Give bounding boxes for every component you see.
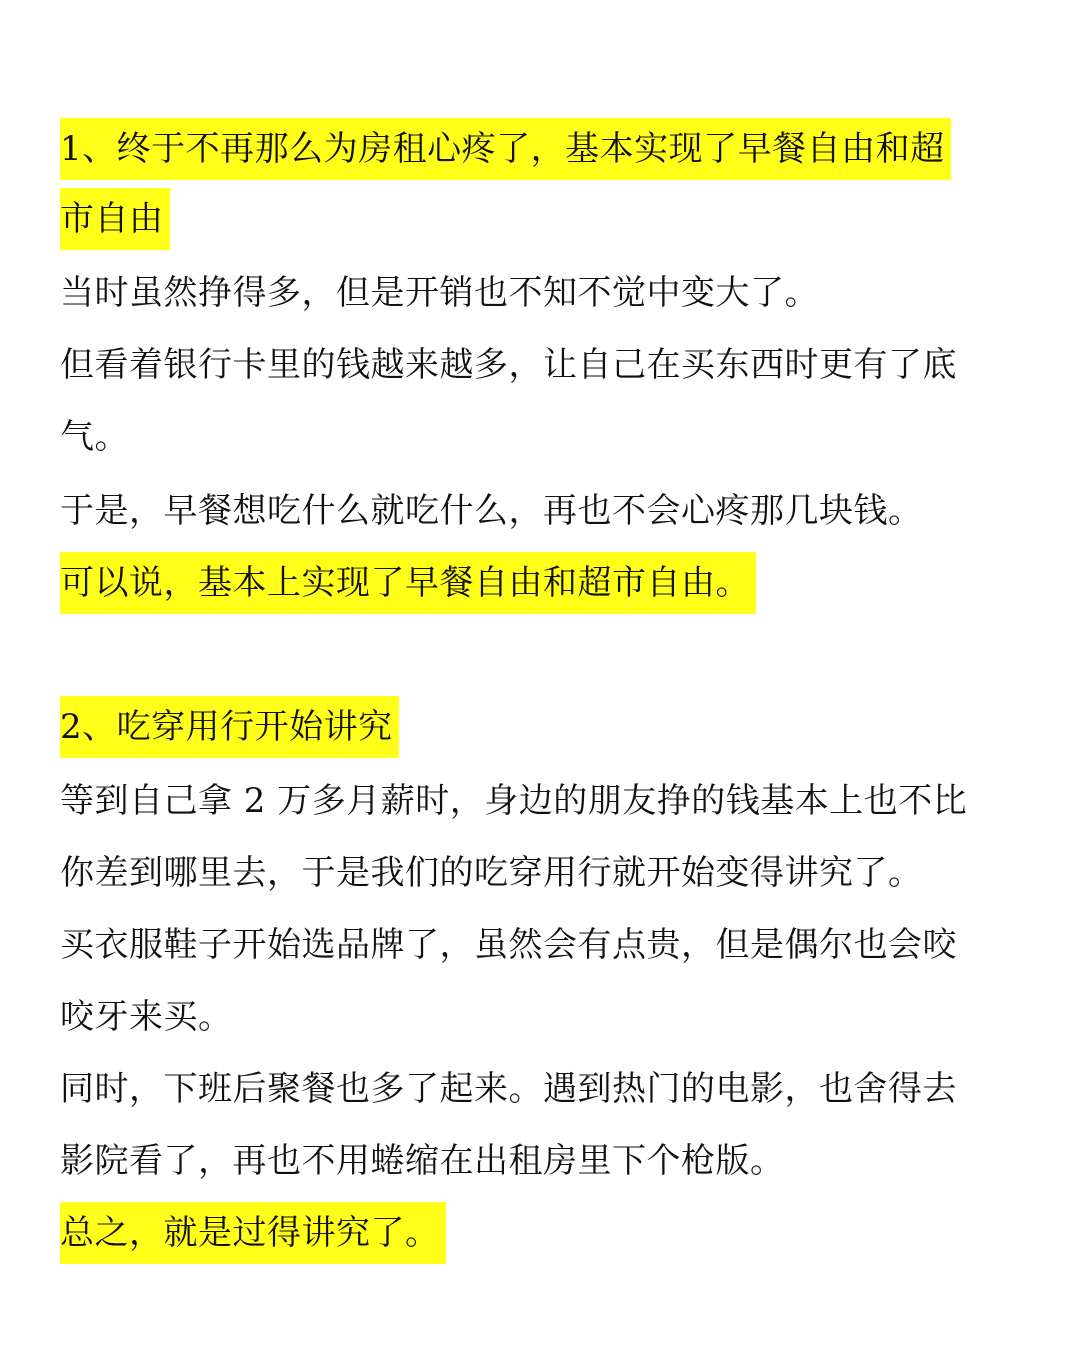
section1-paragraph-2-line2: 气。 (60, 417, 129, 457)
section1-conclusion (60, 552, 756, 614)
section2-paragraph-3-line2: 影院看了，再也不用蜷缩在出租房里下个枪版。 (60, 1141, 785, 1181)
section2-conclusion (60, 1202, 446, 1264)
highlight: 市自由 (60, 188, 170, 250)
section1-heading-line1 (60, 118, 951, 180)
section1-heading-line2 (60, 188, 170, 250)
highlight: 总之，就是过得讲究了。 (60, 1202, 446, 1264)
highlight: 可以说，基本上实现了早餐自由和超市自由。 (60, 552, 756, 614)
section2-paragraph-3-line1: 同时，下班后聚餐也多了起来。遇到热门的电影，也舍得去 (60, 1069, 957, 1109)
section2-heading (60, 696, 399, 758)
section1-paragraph-2-line1: 但看着银行卡里的钱越来越多，让自己在买东西时更有了底 (60, 345, 957, 385)
section1-paragraph-3: 于是，早餐想吃什么就吃什么，再也不会心疼那几块钱。 (60, 491, 923, 531)
section2-paragraph-2-line2: 咬牙来买。 (60, 997, 233, 1037)
section2-paragraph-1-line1: 等到自己拿 2 万多月薪时，身边的朋友挣的钱基本上也不比 (60, 781, 968, 821)
highlight: 1、终于不再那么为房租心疼了，基本实现了早餐自由和超 (60, 118, 951, 180)
highlight: 2、吃穿用行开始讲究 (60, 696, 399, 758)
section2-paragraph-2-line1: 买衣服鞋子开始选品牌了，虽然会有点贵，但是偶尔也会咬 (60, 925, 957, 965)
section1-paragraph-1: 当时虽然挣得多，但是开销也不知不觉中变大了。 (60, 273, 819, 313)
section2-paragraph-1-line2: 你差到哪里去，于是我们的吃穿用行就开始变得讲究了。 (60, 853, 923, 893)
